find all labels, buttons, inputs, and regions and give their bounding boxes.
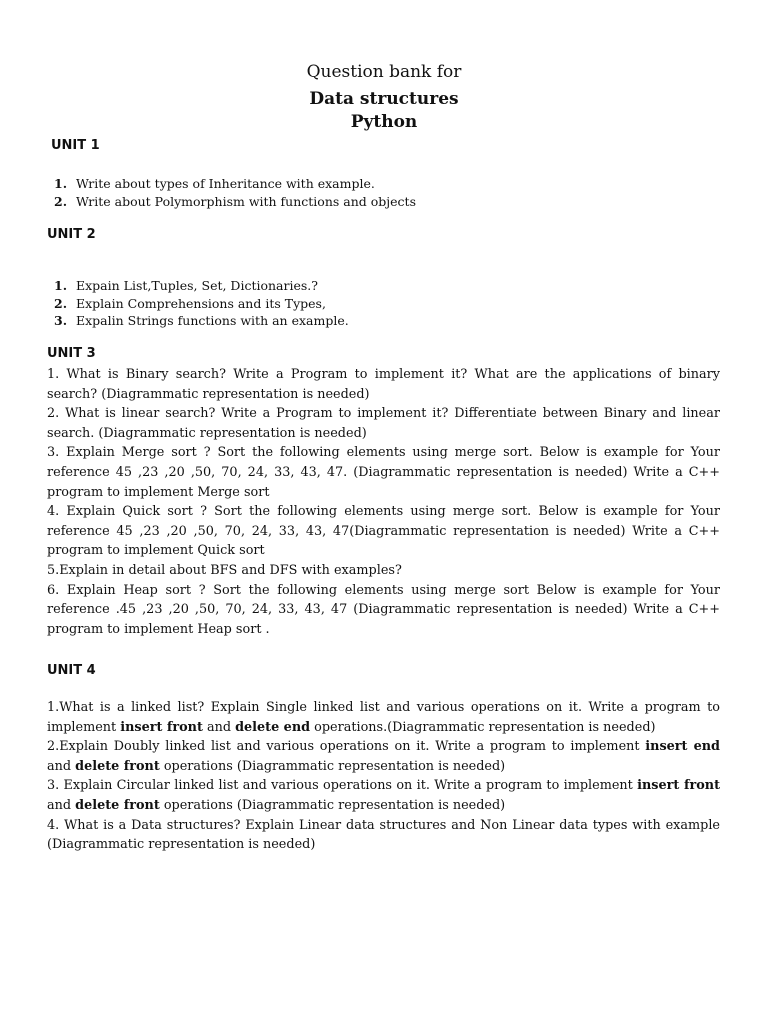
- item-number: 2.: [54, 193, 68, 209]
- unit1-heading: UNIT 1: [51, 138, 100, 153]
- item-text: Explain Comprehensions and its Types,: [76, 295, 326, 311]
- question-2: [47, 737, 720, 776]
- item-number: 1.: [54, 176, 68, 191]
- emphasis-text: delete end: [235, 719, 311, 735]
- question-3: [47, 776, 720, 815]
- question-text: and: [202, 719, 236, 735]
- question-3: 3. Explain Merge sort ? Sort the following elements using merge sort. Below is example for Your reference 45 ,23 ,20 ,50, 70, 24, 33, 43, 47. (Diagrammatic representation is needed) Write a C++ program to implement Merge sort: [47, 445, 720, 500]
- question-5: 5.Explain in detail about BFS and DFS with examples?: [47, 562, 402, 578]
- emphasis-text: delete front: [75, 758, 160, 774]
- question-text: 1.What is a linked list? Explain Single linked list and various operations on it. Write a program to implement: [47, 700, 720, 735]
- unit2-heading: UNIT 2: [47, 227, 96, 242]
- item-number: 3.: [54, 313, 68, 328]
- item-text: Expalin Strings functions with an example.: [76, 313, 349, 328]
- item-text: Write about Polymorphism with functions and objects: [76, 193, 416, 209]
- emphasis-text: insert front: [637, 778, 720, 794]
- unit4-questions: [47, 698, 720, 855]
- unit3-heading: UNIT 3: [47, 346, 96, 361]
- question-text: operations (Diagrammatic representation is needed): [159, 758, 506, 774]
- unit3-questions: [47, 365, 720, 639]
- question-text: operations.(Diagrammatic representation is needed): [310, 719, 656, 735]
- item-number: 2.: [54, 295, 68, 311]
- question-4: 4. What is a Data structures? Explain Linear data structures and Non Linear data types with example (Diagrammatic representation is needed): [47, 817, 720, 853]
- question-text: operations (Diagrammatic representation is needed): [159, 797, 506, 813]
- question-text: and: [47, 758, 76, 774]
- emphasis-text: insert front: [120, 719, 203, 735]
- doc-title-line3: Python: [350, 112, 418, 132]
- question-2: 2. What is linear search? Write a Program to implement it? Differentiate between Binary and linear search. (Diagrammatic representation is needed): [47, 406, 720, 441]
- emphasis-text: delete front: [75, 797, 160, 813]
- question-4: 4. Explain Quick sort ? Sort the following elements using merge sort. Below is example for Your reference 45 ,23 ,20 ,50, 70, 24, 33, 43, 47(Diagrammatic representation is needed) Write a C++ program to implement Quick sort: [47, 504, 720, 559]
- doc-title-line1: Question bank for: [306, 62, 462, 82]
- question-6: 6. Explain Heap sort ? Sort the following elements using merge sort Below is example for Your reference .45 ,23 ,20 ,50, 70, 24, 33, 43, 47 (Diagrammatic representation is needed) Write a C++ program to implement Heap sort .: [47, 582, 720, 637]
- item-text: Write about types of Inheritance with example.: [76, 176, 375, 191]
- doc-title-line2: Data structures: [309, 89, 459, 109]
- question-text: and: [47, 797, 76, 813]
- question-text: 2.Explain Doubly linked list and various operations on it. Write a program to implement: [47, 739, 646, 755]
- item-number: 1.: [54, 278, 68, 293]
- emphasis-text: insert end: [645, 739, 721, 755]
- question-1: [47, 698, 720, 737]
- question-text: 3. Explain Circular linked list and various operations on it. Write a program to implement: [47, 778, 638, 794]
- unit4-heading: UNIT 4: [47, 663, 96, 678]
- item-text: Expain List,Tuples, Set, Dictionaries.?: [76, 278, 318, 293]
- question-1: 1. What is Binary search? Write a Program to implement it? What are the applications of binary search? (Diagrammatic representation is needed): [47, 367, 720, 402]
